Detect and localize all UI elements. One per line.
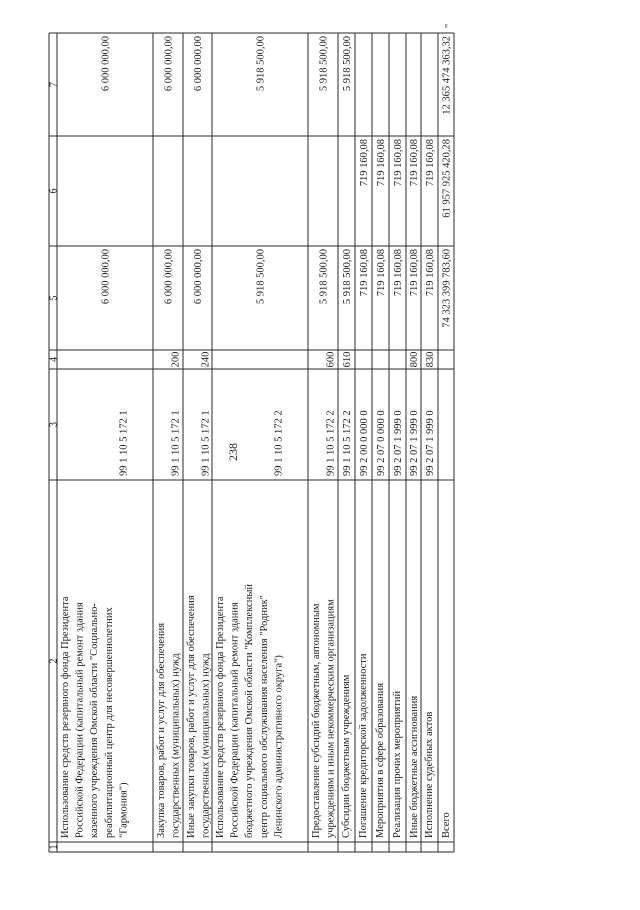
row-11-col5: 74 323 399 783,60 bbox=[441, 249, 453, 328]
row-4-vr: 600 bbox=[325, 351, 337, 368]
row-10-code: 99 2 07 1 999 0 bbox=[425, 410, 436, 476]
row-4-col5: 5 918 500,00 bbox=[318, 249, 330, 305]
row-0-name-line-2: казенного учреждения Омской области "Социально- bbox=[89, 603, 101, 838]
row-3-name-line-4: Ленинского административного округа") bbox=[273, 655, 285, 838]
row-2-name-line-1: государственных (муниципальных) нужд bbox=[200, 653, 212, 838]
row-2-code: 99 1 10 5 172 1 bbox=[200, 410, 212, 476]
row-1-code: 99 1 10 5 172 1 bbox=[170, 410, 182, 476]
row-2-col7: 6 000 000,00 bbox=[193, 36, 204, 92]
row-6-name-line-0: Погашение кредиторской задолженности bbox=[358, 653, 369, 838]
row-4-name-line-0: Предоставление субсидий бюджетным, автономным bbox=[311, 603, 322, 838]
header-col-2: 2 bbox=[48, 658, 60, 664]
row-2-col5: 6 000 000,00 bbox=[193, 249, 204, 305]
row-11-col7: 12 365 474 363,32 bbox=[441, 36, 453, 115]
row-1-col7: 6 000 000,00 bbox=[163, 36, 175, 92]
header-col-6: 6 bbox=[48, 188, 60, 194]
row-2-vr: 240 bbox=[200, 351, 212, 368]
row-6-code: 99 2 00 0 000 0 bbox=[359, 410, 370, 476]
row-0-name-line-1: Российской Федерации (капитальный ремонт здания bbox=[74, 602, 86, 838]
row-7-col6: 719 160,08 bbox=[376, 139, 387, 187]
row-0-col7: 6 000 000,00 bbox=[100, 36, 112, 92]
header-col-7: 7 bbox=[48, 82, 60, 87]
row-3-name-line-1: Российской Федерации (капитальный ремонт здания bbox=[229, 602, 241, 838]
header-col-1: 1 bbox=[48, 844, 60, 850]
row-9-col5: 719 160,08 bbox=[409, 249, 420, 297]
row-9-code: 99 2 07 1 999 0 bbox=[409, 410, 420, 476]
row-1-name-line-1: государственных (муниципальных) нужд bbox=[170, 653, 182, 838]
closing-quote-mark: " bbox=[444, 23, 455, 29]
row-7-code: 99 2 07 0 000 0 bbox=[376, 410, 387, 476]
row-10-name-line-0: Исполнение судебных актов bbox=[424, 711, 435, 838]
row-10-col6: 719 160,08 bbox=[425, 139, 436, 187]
row-2-name-line-0: Иные закупки товаров, работ и услуг для обеспечения bbox=[186, 595, 197, 838]
row-1-col5: 6 000 000,00 bbox=[163, 249, 175, 305]
page-number: 238 bbox=[226, 443, 240, 461]
row-5-code: 99 1 10 5 172 2 bbox=[342, 410, 353, 476]
row-8-col5: 719 160,08 bbox=[393, 249, 404, 297]
table-cells bbox=[49, 36, 453, 850]
row-9-vr: 800 bbox=[409, 351, 420, 368]
row-10-col5: 719 160,08 bbox=[425, 249, 436, 297]
row-3-name-line-3: центр социального обслуживания населения "Родник" bbox=[258, 595, 270, 838]
row-1-vr: 200 bbox=[170, 351, 182, 368]
row-3-col5: 5 918 500,00 bbox=[255, 249, 267, 305]
header-col-4: 4 bbox=[48, 357, 60, 362]
row-9-name-line-0: Иные бюджетные ассигнования bbox=[409, 695, 420, 838]
row-5-name-line-0: Субсидии бюджетным учреждениям bbox=[341, 674, 352, 838]
row-8-col6: 719 160,08 bbox=[393, 139, 404, 187]
row-10-vr: 830 bbox=[425, 351, 436, 368]
row-6-col5: 719 160,08 bbox=[359, 249, 370, 297]
row-7-name-line-0: Мероприятия в сфере образования bbox=[375, 682, 386, 838]
row-0-col5: 6 000 000,00 bbox=[100, 249, 112, 305]
row-6-col6: 719 160,08 bbox=[359, 139, 370, 187]
row-1-name-line-0: Закупка товаров, работ и услуг для обеспечения bbox=[156, 622, 167, 838]
row-5-vr: 610 bbox=[342, 351, 353, 368]
row-4-code: 99 1 10 5 172 2 bbox=[325, 410, 337, 476]
row-3-col7: 5 918 500,00 bbox=[255, 36, 267, 92]
row-0-name-line-3: реабилитационный центр для несовершеннолетних bbox=[103, 607, 115, 838]
row-0-code: 99 1 10 5 172 1 bbox=[118, 410, 130, 476]
row-8-code: 99 2 07 1 999 0 bbox=[393, 410, 404, 476]
row-3-name-line-0: Использование средств резервного фонда Президента bbox=[215, 596, 226, 838]
row-0-name-line-0: Использование средств резервного фонда Президента bbox=[60, 596, 71, 838]
row-5-col7: 5 918 500,00 bbox=[342, 36, 353, 92]
row-4-col7: 5 918 500,00 bbox=[318, 36, 330, 92]
row-8-name-line-0: Реализация прочих мероприятий bbox=[392, 690, 403, 838]
row-0-name-line-4: "Гармония") bbox=[118, 782, 130, 838]
row-9-col6: 719 160,08 bbox=[409, 139, 420, 187]
row-11-name-line-0: Всего bbox=[441, 812, 452, 838]
row-7-col5: 719 160,08 bbox=[376, 249, 387, 297]
header-col-3: 3 bbox=[48, 422, 60, 427]
row-5-col5: 5 918 500,00 bbox=[342, 249, 353, 305]
row-11-col6: 61 957 925 420,28 bbox=[441, 139, 453, 218]
row-3-name-line-2: бюджетного учреждения Омской области "Комплексный bbox=[244, 584, 256, 838]
row-4-name-line-1: учреждениям и иным некоммерческим организациям bbox=[325, 599, 337, 838]
row-3-code: 99 1 10 5 172 2 bbox=[273, 410, 285, 476]
header-col-5: 5 bbox=[48, 295, 60, 301]
